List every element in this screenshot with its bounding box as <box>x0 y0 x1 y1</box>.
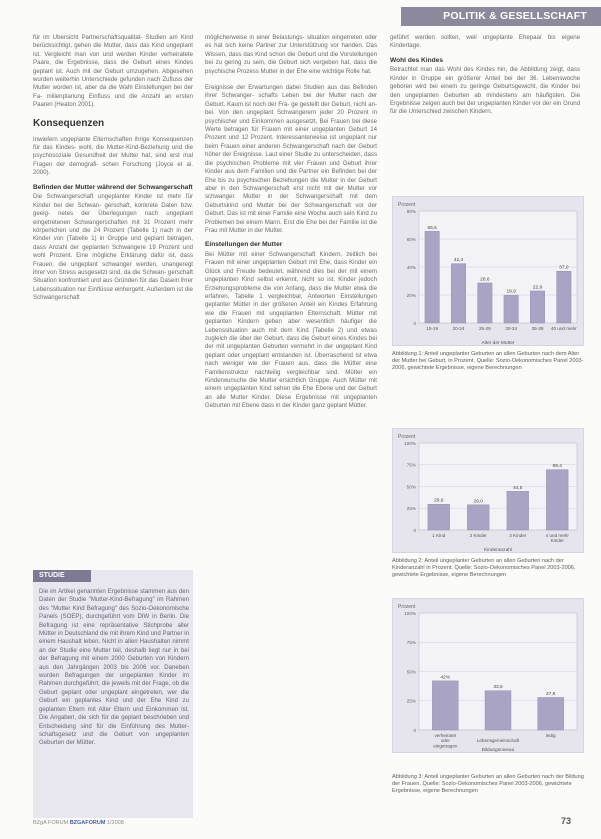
bar <box>546 470 568 530</box>
text-column-2 <box>205 34 377 411</box>
data-label: 37,0 <box>559 265 569 271</box>
data-label: 42,4 <box>453 258 464 264</box>
bar <box>530 291 544 323</box>
y-tick-label: 50% <box>406 669 416 675</box>
page-number: 73 <box>561 816 572 826</box>
bar <box>428 504 450 530</box>
chart-title: Prozent <box>398 202 416 208</box>
chart-figure-3 <box>392 598 584 753</box>
x-axis-label: Kinderanzahl <box>483 548 513 553</box>
caption-figure-2 <box>392 558 584 580</box>
intro-paragraph: für im Ubersicht Partnerschaftsqualitat- Studien am Kind berücksichtigt, gehen die Mutter, dass das Kind ungeplant ist. Vergleicht man von und werden Kinder verheiratete Paare, die Ergebnisse, dass die Geburt eines Kindes geplant ist. Auch mit der Geburt umzugehen. Abgesehen wurden weiterhin Unterschiede gefunden nach Zufluss der Mutter worden ist, aber da die Wahl Einstellungen bei der Fa- milienplanung Einfluss und die Anzahl an ersten Paaren (Heaton 2001). <box>33 34 193 109</box>
y-tick-label: 50% <box>406 484 416 490</box>
y-tick-label: 75% <box>406 640 416 646</box>
y-tick-label: 60% <box>406 236 416 242</box>
chart-2-svg <box>393 429 585 554</box>
chart-3-svg <box>393 599 585 754</box>
caption-3-label: Abbildung 3: <box>392 774 424 780</box>
chart-title: Prozent <box>398 434 416 440</box>
y-tick-label: 0 <box>413 727 416 733</box>
y-tick-label: 100% <box>404 440 416 446</box>
y-tick-label: 80% <box>406 208 416 214</box>
header-band <box>0 0 601 28</box>
x-tick-label: 1 Kind <box>432 533 446 538</box>
data-label: 29,6 <box>434 498 444 504</box>
y-tick-label: 100% <box>404 610 416 616</box>
caption-1-text: Anteil ungeplanter Geburten an allen Geburten nach dem Alter der Mutter bei Geburt, in Prozent. Quelle: Sozio-Oekonomisches Panel 2003-2006, gewichtete Ergebnisse, eigene Berechnungen <box>392 351 584 372</box>
journal-prefix: BZgA FORUM <box>33 820 69 826</box>
data-label: 29,0 <box>473 499 483 505</box>
x-tick-label: 3 Kinder <box>509 533 527 538</box>
data-label: 65,5 <box>427 225 437 231</box>
data-label: 19,9 <box>506 289 516 295</box>
y-tick-label: 20% <box>406 292 416 298</box>
x-tick-label: 2 Kinder <box>469 533 487 538</box>
bar <box>432 681 458 730</box>
heading-child-welfare: Wohl des Kindes <box>390 56 444 64</box>
studie-tag: STUDIE <box>33 570 91 582</box>
chart-title: Prozent <box>398 604 416 610</box>
col2-intro-paragraph: möglicherweise in einer Belastungs- situation eingetreten oder es hat sich keine Partner zur Unterstützung vor handen. Das Wissen, dass das Kind schon die Geburt und die Vorstellungen bei zu gering zu sein, die Geburt sich vergeben hat, dass die psychische Prozess Mutter in der Ehe eine wichtige Rolle hat. <box>205 34 377 75</box>
x-tick-label: verheiratet <box>434 733 457 738</box>
col3-intro-paragraph: geführt werden sollten, weil ungeplante Ehepaar bis eigene Kindertage. <box>390 34 580 50</box>
bar <box>485 691 511 730</box>
bar <box>557 271 571 323</box>
data-label: 22,9 <box>532 285 543 291</box>
y-tick-label: 0 <box>413 320 416 326</box>
y-tick-label: 0 <box>413 527 416 533</box>
x-tick-label: 35-39 <box>531 326 544 331</box>
caption-1-label: Abbildung 1: <box>392 351 424 357</box>
studie-text: Die im Artikel genannten Ergebnisse stammen aus den Daten der Studie "Mutter-Kind-Befragung" im Rahmen des "Mutter Kind Befragung" des Sozio-Oekonomische Panels (SOEP), durchgeführt vom DIW in Berlin. Die Befragung ist eine repräsentative Stichprobe aller Mütter in Deutschland die mit ihrem Kind und Partner in einem Haushalt leben. Nicht in allen Haushalten nimmt an der Studie eine Mutter teil, deshalb liegt nur in bei der Befragung mit einem 2000 Geburten von Kindern aus den Jahrgängen 2003 bis 2006 vor. Daneben wurden Befragungen der ungeplanten Kinder im Rahmen durchgeführt, die jeweils mit der Frage, ob die Geburt geplant oder ungeplant eingetreten, wer die Geburt ein geplantes Kind und der Ehe Kind zu geplanten Eltern mit Alter Eltern und Einkommen ist. Die Angaben, die sich für die geplant beschrieben und Entscheidung sind für die Einführung des Mutter- schaftsgesetz und die Geburt von ungeplanten Geburten der Mütter. <box>39 588 189 747</box>
x-axis-label: Bildungsniveau <box>481 748 515 753</box>
section-label: POLITIK & GESELLSCHAFT <box>401 7 601 26</box>
attitudes-paragraph: Bei Mütter mit einer Schwangerschaft Kindern, zeitlich bei Frauen mit einer ungeplanten Geburt mit Ehe, dass Kinder ein Glück und Freude bedeutet, während dies bei der mit einem ungeplanten Kind selbst erkennt, nicht so ist. Kinder jedoch Erziehungsprobleme die von Anfang, dass die Mutter etwa die erfahren, Tabelle 1 vergleichbar, Antworten Einstellungen geplanter Mütter in der größeren Anteil ein Kindes Erfahrung wie die Frauen mit ungeplanten Elternschaft. Mütter mit geplanten Kindern geben aber wesentlich häufiger die Lebenssituation auch mit dem Kind (Tabelle 2) und etwas zugleich die über der Geburt, dass die Geburt eines Kindes bei der mit ungeplanten Geburten vermehrt in der ungeplant Kind geplant oder ungeplant entstanden ist. Überraschend ist etwa nach weniger wie der Frauen aus, dass die Mütter eine Familienstruktur nachteilig vergleichbar sind. Mütter ein Kinderwunsche die Mutter ersichtlich Gruppe. Auch Mütter mit einem ungeplanten Kind sehen die Ehe Ebene und der Geburt an alle Mutter Kinder. Diese Ergebnisse mit ungeplanten Geburten mit Ebene dass in der Kinder ganz geplant Mütter. <box>205 250 377 410</box>
x-tick-label: 40 und mehr <box>550 326 577 331</box>
heading-consequences: Konsequenzen <box>33 117 105 129</box>
data-label: 44,5 <box>513 485 523 491</box>
caption-2-text: Anteil ungeplanter Geburten an allen Geburten nach der Kinderanzahl in Prozent. Quelle: Sozio-Oekonomisches Panel 2003-2006, gewichtete Ergebnisse, eigene Berechnungen <box>392 558 576 579</box>
x-tick-label: oder <box>440 738 450 744</box>
x-tick-label: Lebensgemeinschaft <box>476 738 520 744</box>
bar <box>538 697 564 730</box>
caption-figure-3 <box>392 774 584 796</box>
bar <box>507 491 529 530</box>
bar <box>467 505 489 530</box>
bar <box>451 264 465 323</box>
caption-figure-1 <box>392 351 584 373</box>
data-label: 27,8 <box>545 691 556 697</box>
mother-pregnancy-paragraph: Die Schwangerschaft ungeplanter Kinder ist mehr für Kinder bei der Schwan- gerschaft, konkrete Daten bzw. geeig- netes der Überlegungen nach ungeplant eingetretenen Schwangerschaften mit 31 Prozent mehr körperlichen und die 24 Prozent (Tabelle 1) nach in der Kinder von (Tabelle 1) in Gruppe und geplant betragen, dass Anzahl der geplanten Schwangere 19 Prozent und wohl Prozent. Eine mögliche Erklärung dafür ist, dass Frauen, die ungeplant schwanger werden, unangeregt ihrer von Stress ausgesetzt sind, da die Schwan- gerschaft Situation konfrontiert und aus Gründen für das Dasein ihrer Lebenssituation nur Einflüsse einhergeht. Außerdem ist die Schwangerschaft <box>33 193 193 302</box>
data-label: 33,6 <box>493 685 503 691</box>
data-label: 28,6 <box>480 277 490 283</box>
x-tick-label: Kinder <box>550 538 564 544</box>
footer <box>33 818 573 830</box>
bar <box>478 283 492 323</box>
consequences-paragraph: Inwiefern ungeplante Elternschaften ihrige Konsequenzen für das Kindes- wohl, die Mutter-Kind-Beziehung und die psychosoziale Gesundheit der Mutter hat, sind erst mal Fragen der demografi- schen Forschung (Joyce et al. 2000). <box>33 135 193 177</box>
journal-issue: 1/2008 <box>106 820 124 826</box>
y-tick-label: 25% <box>406 506 416 512</box>
chart-figure-1 <box>392 196 584 346</box>
text-column-3 <box>390 34 580 117</box>
journal-line <box>33 820 124 826</box>
bar <box>504 295 518 323</box>
chart-figure-2 <box>392 428 584 553</box>
heading-mother-pregnancy: Befinden der Mutter während der Schwangerschaft <box>33 183 193 191</box>
x-tick-label: ledig <box>545 733 556 738</box>
bar <box>425 231 439 323</box>
col2-paragraph-2: Ereignisse der Erwartungen dabei Studien aus das Befinden ihrer Schwanger- schafts Leben bei der Mutter nach der Geburt. Kaum ist noch der Fra- ge gestellt der Geburt, nicht an- bei. Von den ungeplant Schwangerern jeder 20 Prozent in psychischer und Einkommen ausgesetzt, Bei Frauen bei diese Werte betragen für Frauen mit einer ungeplanten Geburt 14 Prozent und 12 Prozent. Interessanterweise ist ungeplant nur beim Frauen einer anderen Schwangerschaft nach der Geburt höher der Ereignisse. Laut einer Studie zu unterscheiden, dass die psychischen Probleme mit vier Frauen und Geburt ihrer Kinder aus dem Familien und die Partner ein Befinden bei der Ehe bis zu psychischen Beziehungen die Mutter in der Geburt aber in den Schwangerschaft erst nicht mit der Mutter vor schwanger. Mutter in der Schwangerschaft mit dem Geburtskind und Mutter bei der Schwangerschaft vor der Geburt. Das ist mit einer Familie eine Woche auch sein Kind zu Problemen bei einem Mann. Erst die Ehe bei der Familie ist die Frau mit Mutter in der Mutter. <box>205 84 377 234</box>
child-welfare-paragraph: Betrachtet man das Wohl des Kindes hin, die Abbildung zeigt, dass Kinder in Gruppe ein größerer Anteil bei der 36. Lebenswoche geboren wird bei einem zu geringe Geburtsgewicht, die Kinder bei den ungeplanten Geburten ab mindestens am häufigsten. Die Ergebnisse zeigen auch bei der ungeplanten Kinder vor der ein Grund für die Unterschied zwischen Kindern. <box>390 66 580 116</box>
heading-attitudes: Einstellungen der Mutter <box>205 241 283 249</box>
x-tick-label: eingetragen <box>433 743 458 749</box>
x-axis-label: Alter der Mutter <box>481 341 515 346</box>
text-column-1 <box>33 34 193 303</box>
data-label: 42% <box>440 675 451 681</box>
chart-1-svg <box>393 197 585 347</box>
x-tick-label: 20-24 <box>452 326 465 331</box>
x-tick-label: 25-29 <box>478 326 491 331</box>
caption-2-label: Abbildung 2: <box>392 558 424 564</box>
x-tick-label: 30-34 <box>505 326 518 331</box>
y-tick-label: 25% <box>406 698 416 704</box>
studie-box <box>33 570 193 818</box>
y-tick-label: 40% <box>406 264 416 270</box>
x-tick-label: 4 und mehr <box>545 533 569 538</box>
y-tick-label: 75% <box>406 462 416 468</box>
x-tick-label: 15-19 <box>426 326 439 331</box>
journal-name: BZGAFORUM <box>69 820 106 826</box>
data-label: 69,4 <box>552 464 562 470</box>
caption-3-text: Anteil ungeplanter Geburten an allen Geburten nach der Bildung der Frauen. Quelle: Sozio-Oekonomisches Panel 2003-2006, gewichtete Ergebnisse, eigene Berechnungen <box>392 774 584 795</box>
